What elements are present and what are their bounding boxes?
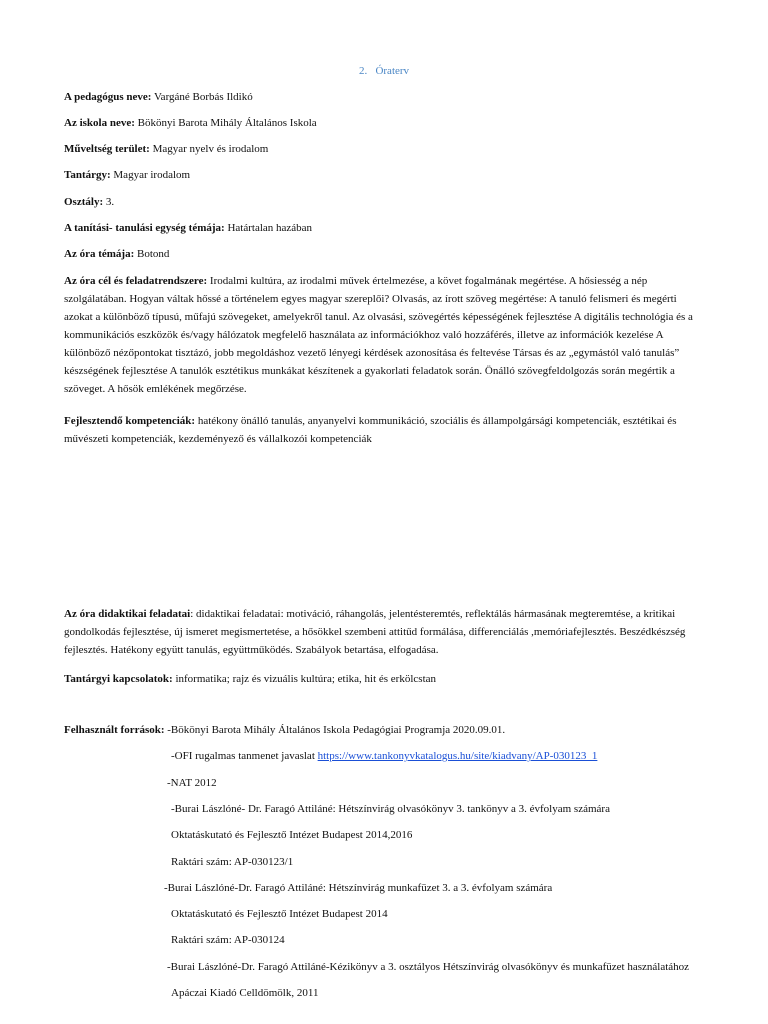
didactic-label: Az óra didaktikai feladatai [64,608,191,620]
field-label: Tantárgy: [64,169,111,181]
ofi-link[interactable]: https://www.tankonyvkatalogus.hu/site/kiadvany/AP-030123_1 [317,750,598,762]
goals-line: kommunikációs eszközök és/vagy hálózatok megfelelő használata az információkhoz való hozzáférés, illetve az információk kezelése A [64,329,664,341]
field-label: Tantárgyi kapcsolatok: [64,673,173,685]
source-line: Raktári szám: AP-030123/1 [171,856,294,868]
source-line: -NAT 2012 [167,777,217,789]
didactic-line: fejlesztés. Hatékony együtt tanulás, együttműködés. Szabályok betartása, elfogadása. [64,644,439,656]
goals-line: szöveget. A hősök emlékének megőrzése. [64,383,247,395]
sources-label: Felhasznált források: [64,724,165,736]
field-value: informatika; rajz és vizuális kultúra; etika, hit és erkölcstan [172,673,437,685]
competencies-line: művészeti kompetenciák, kezdeményező és vállalkozói kompetenciák [64,433,372,445]
didactic-line: gondolkodás fejlesztése, új ismeret megismertetése, a hősökkel szembeni attitűd formálása, differenciálás ,memóriafejlesztés. Beszédkészség [64,626,686,638]
competencies-line: Fejlesztendő kompetenciák: hatékony önálló tanulás, anyanyelvi kommunikáció, szociális és állampolgársági kompetenciák, esztétikai és [64,415,677,427]
field-label: A pedagógus neve: [64,91,152,103]
didactic-line: Az óra didaktikai feladatai: didaktikai feladatai: motiváció, ráhangolás, jelentésteremtés, reflektálás hármasának megteremtése, a kritikai [64,608,676,620]
source-line: -Burai Lászlóné-Dr. Faragó Attiláné-Kézikönyv a 3. osztályos Hétszínvirág olvasókönyv és munkafüzet használatához [167,961,690,973]
field-value: Magyar irodalom [110,169,191,181]
competencies-label: Fejlesztendő kompetenciák: [64,415,196,427]
field-label: Az óra témája: [64,248,135,260]
sources-first-line: Felhasznált források: -Bökönyi Barota Mihály Általános Iskola Pedagógiai Programja 2020.09.01. [64,724,506,736]
goals-label: Az óra cél és feladatrendszere: [64,275,208,287]
goals-line: különböző nézőpontokat tisztázó, jobb megoldáshoz vezető lényegi kérdések azonosítása és feltevése Társas és az „egymástól való tanulás” [64,347,680,359]
field-school-name [64,114,704,132]
field-teacher-name [64,88,704,106]
didactic-paragraph [64,605,704,659]
source-line: Oktatáskutató és Fejlesztő Intézet Budapest 2014 [171,908,388,920]
field-label: A tanítási- tanulási egység témája: [64,222,225,234]
goals-line: azokat a különböző típusú, műfajú szövegeket, amelyekről tanul. Az olvasási, szövegértés képességének fejlesztése A digitális technológia és a [64,311,693,323]
source-line: Apáczai Kiadó Celldömölk, 2011 [171,987,319,999]
source-line: -Burai Lászlóné- Dr. Faragó Attiláné: Hétszínvirág olvasókönyv 3. tankönyv a 3. évfolyam számára [171,803,610,815]
field-value: Határtalan hazában [224,222,313,234]
field-unit-topic [64,219,704,237]
goals-line: szolgálatában. Hogyan váltak hőssé a történelem egyes magyar szereplői? Olvasás, az írott szöveg megértése: A tanuló felismeri és megérti [64,293,677,305]
field-subject [64,166,704,184]
source-line: Raktári szám: AP-030124 [171,934,285,946]
field-value: Magyar nyelv és irodalom [149,143,269,155]
field-label: Műveltség terület: [64,143,150,155]
field-value: Vargáné Borbás Ildikó [151,91,253,103]
field-lesson-topic [64,245,704,263]
field-subject-area [64,140,704,158]
source-line: -Burai Lászlóné-Dr. Faragó Attiláné: Hétszínvirág munkafüzet 3. a 3. évfolyam számára [164,882,553,894]
sources-ofi-line: -OFI rugalmas tanmenet javaslat https://www.tankonyvkatalogus.hu/site/kiadvany/AP-030123_1 [171,750,598,762]
field-value: 3. [103,196,115,208]
field-class [64,193,704,211]
goals-paragraph [64,272,704,398]
field-label: Osztály: [64,196,104,208]
field-value: Bökönyi Barota Mihály Általános Iskola [134,117,317,129]
goals-line: Az óra cél és feladatrendszere: Irodalmi kultúra, az irodalmi művek értelmezése, a követ fogalmának megértése. A hősiesség a nép [64,275,648,287]
goals-line: készségének fejlesztése A tanulók esztétikus munkákat készítenek a gyakorlati feladatok során. Önálló szövegfeldolgozás során megértik a [64,365,675,377]
section-heading: 2. Óraterv [358,65,410,77]
field-value: Botond [134,248,170,260]
competencies-paragraph [64,412,704,448]
field-label: Az iskola neve: [64,117,135,129]
source-line: Oktatáskutató és Fejlesztő Intézet Budapest 2014,2016 [171,829,413,841]
field-subject-relations [64,670,704,688]
